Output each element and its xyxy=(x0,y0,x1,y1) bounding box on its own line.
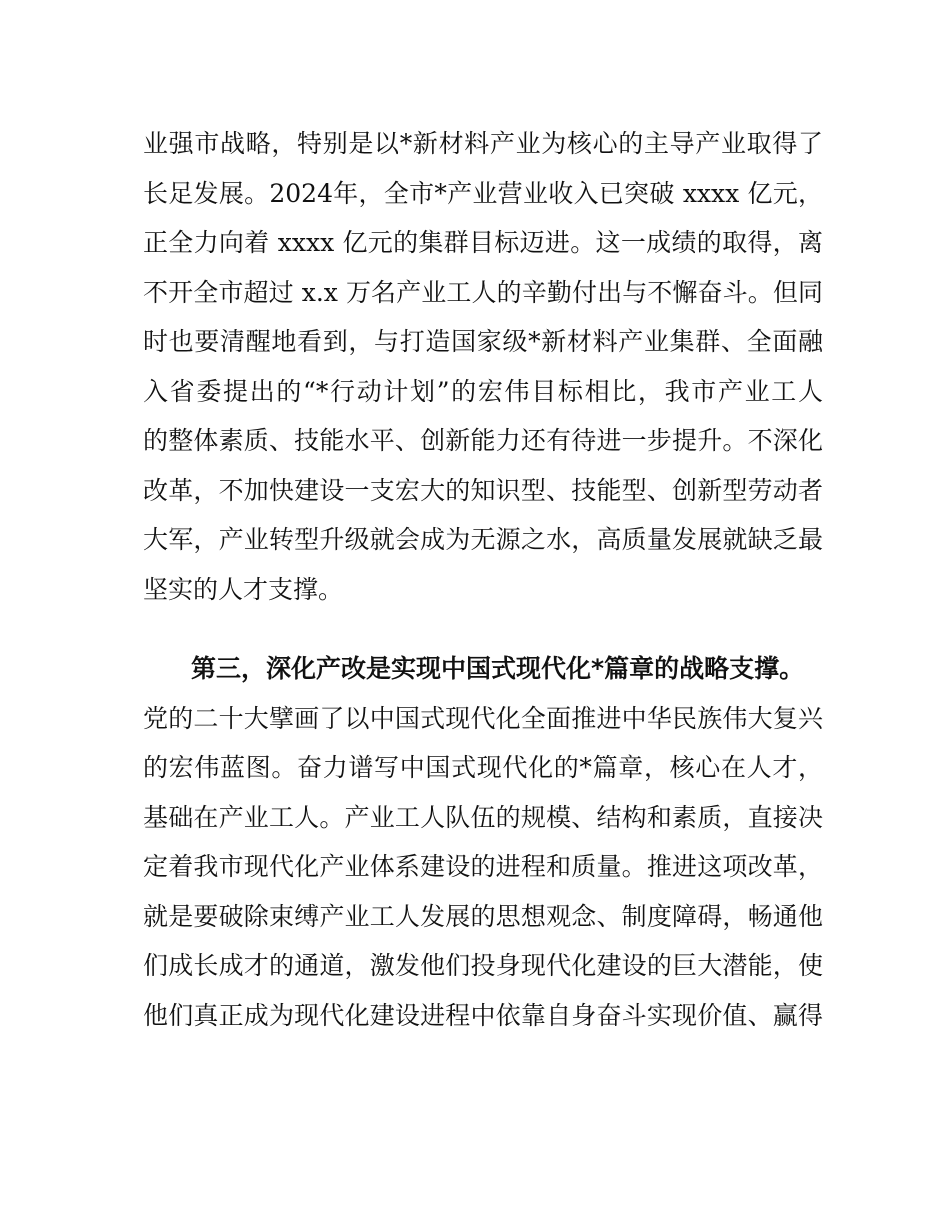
text-line: 长足发展。2024年，全市*产业营业收入已突破 xxxx 亿元， xyxy=(143,178,823,208)
text-line: 党的二十大擘画了以中国式现代化全面推进中华民族伟大复兴 xyxy=(143,703,823,733)
text-line: 们成长成才的通道，激发他们投身现代化建设的巨大潜能，使 xyxy=(143,951,823,980)
text-line: 大军，产业转型升级就会成为无源之水，高质量发展就缺乏最 xyxy=(143,525,823,554)
section-heading: 第三，深化产改是实现中国式现代化*篇章的战略支撑。 xyxy=(191,654,805,683)
text-line: 改革，不加快建设一支宏大的知识型、技能型、创新型劳动者 xyxy=(143,475,823,505)
text-line: 不开全市超过 x.x 万名产业工人的辛勤付出与不懈奋斗。但同 xyxy=(143,277,823,307)
text-line: 的宏伟蓝图。奋力谱写中国式现代化的*篇章，核心在人才， xyxy=(143,753,823,782)
text-line: 入省委提出的“*行动计划”的宏伟目标相比，我市产业工人 xyxy=(143,376,823,406)
text-line: 基础在产业工人。产业工人队伍的规模、结构和素质，直接决 xyxy=(143,802,823,832)
text-line: 业强市战略，特别是以*新材料产业为核心的主导产业取得了 xyxy=(143,129,823,158)
text-line: 就是要破除束缚产业工人发展的思想观念、制度障碍，畅通他 xyxy=(143,901,823,931)
paragraph-1 xyxy=(143,119,823,614)
paragraph-2 xyxy=(143,694,823,1041)
paragraph-spacer xyxy=(143,614,823,644)
text-line: 定着我市现代化产业体系建设的进程和质量。推进这项改革， xyxy=(143,852,823,881)
text-line: 正全力向着 xxxx 亿元的集群目标迈进。这一成绩的取得，离 xyxy=(143,228,823,257)
text-line: 坚实的人才支撑。 xyxy=(143,574,344,604)
text-line: 时也要清醒地看到，与打造国家级*新材料产业集群、全面融 xyxy=(143,327,823,356)
text-line: 他们真正成为现代化建设进程中依靠自身奋斗实现价值、赢得 xyxy=(143,1000,823,1030)
text-line: 的整体素质、技能水平、创新能力还有待进一步提升。不深化 xyxy=(143,426,823,455)
document-body xyxy=(143,119,823,1040)
